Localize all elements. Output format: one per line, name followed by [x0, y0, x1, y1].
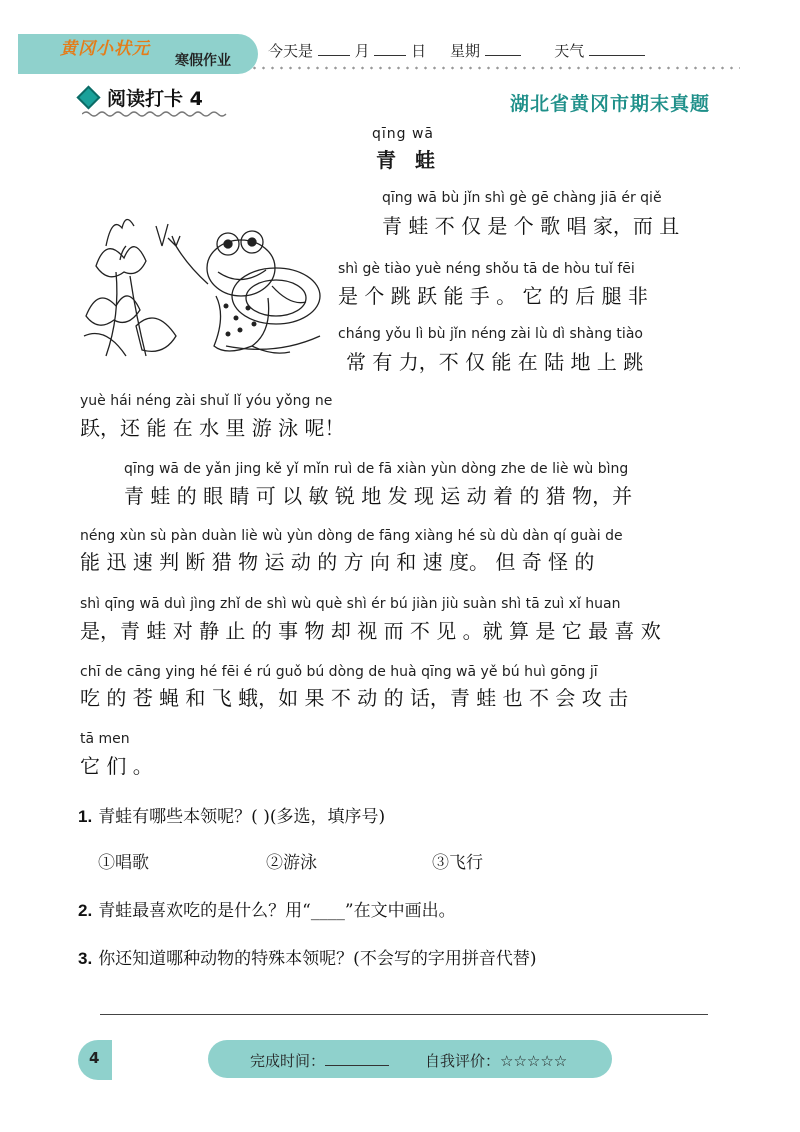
- text-line-2: 是 个 跳 跃 能 手 。 它 的 后 腿 非: [338, 284, 648, 308]
- weather-blank[interactable]: [589, 41, 645, 56]
- month-blank[interactable]: [318, 41, 350, 56]
- exam-source: 湖北省黄冈市期末真题: [510, 93, 711, 115]
- dotted-divider: [250, 66, 740, 70]
- option-3: ③飞行: [432, 853, 483, 873]
- pinyin-line-5: qīng wā de yǎn jing kě yǐ mǐn ruì de fā xiàn yùn dòng zhe de liè wù bìng: [124, 461, 629, 477]
- pinyin-line-1: qīng wā bù jǐn shì gè gē chàng jiā ér qiě: [382, 190, 662, 206]
- star-rating-icons[interactable]: ☆☆☆☆☆: [500, 1052, 568, 1070]
- text-line-7: 是，青 蛙 对 静 止 的 事 物 却 视 而 不 见 。就 算 是 它 最 喜 欢: [80, 619, 661, 643]
- brand-logo: 黄冈小状元: [60, 39, 150, 59]
- date-today-label: 今天是: [268, 42, 314, 60]
- date-month-label: 月: [354, 42, 370, 60]
- completion-time: [250, 1050, 389, 1071]
- story-title: 青 蛙: [376, 148, 441, 172]
- page-number: 4: [89, 1049, 100, 1067]
- text-line-6: 能 迅 速 判 断 猎 物 运 动 的 方 向 和 速 度。 但 奇 怪 的: [80, 550, 595, 574]
- text-line-4: 跃，还 能 在 水 里 游 泳 呢！: [80, 416, 345, 440]
- question-text: 青蛙有哪些本领呢？( )(多选，填序号): [98, 807, 386, 827]
- diamond-icon: [76, 85, 100, 109]
- pinyin-line-9: tā men: [80, 731, 130, 747]
- question-number: 2.: [78, 901, 93, 920]
- date-day-label: 日: [411, 42, 427, 60]
- text-line-8: 吃 的 苍 蝇 和 飞 蛾，如 果 不 动 的 话，青 蛙 也 不 会 攻 击: [80, 686, 629, 710]
- day-blank[interactable]: [374, 41, 406, 56]
- pinyin-line-2: shì gè tiào yuè néng shǒu tā de hòu tuǐ fēi: [338, 261, 635, 277]
- pinyin-line-6: néng xùn sù pàn duàn liè wù yùn dòng de fāng xiàng hé sù dù dàn qí guài de: [80, 528, 623, 544]
- answer-line[interactable]: [100, 1014, 708, 1015]
- pinyin-line-4: yuè hái néng zài shuǐ lǐ yóu yǒng ne: [80, 393, 333, 409]
- title-pinyin: qīng wā: [372, 126, 435, 142]
- completion-time-blank[interactable]: [325, 1051, 389, 1066]
- pinyin-line-3: cháng yǒu lì bù jǐn néng zài lù dì shàng tiào: [338, 326, 643, 342]
- weather-label: 天气: [554, 42, 585, 60]
- question-3: [78, 944, 536, 969]
- wave-underline: [82, 110, 232, 118]
- question-number: 3.: [78, 949, 93, 968]
- question-text: 青蛙最喜欢吃的是什么？用“____”在文中画出。: [98, 901, 456, 921]
- option-2: ②游泳: [266, 853, 317, 873]
- completion-time-label: 完成时间：: [250, 1052, 326, 1070]
- question-text: 你还知道哪种动物的特殊本领呢？(不会写的字用拼音代替): [98, 949, 537, 969]
- question-1: [78, 802, 385, 827]
- text-line-5: 青 蛙 的 眼 睛 可 以 敏 锐 地 发 现 运 动 着 的 猎 物，并: [124, 484, 633, 508]
- self-rating: [425, 1050, 567, 1071]
- text-line-3: 常 有 力，不 仅 能 在 陆 地 上 跳: [346, 350, 644, 374]
- text-line-1: 青 蛙 不 仅 是 个 歌 唱 家，而 且: [382, 214, 680, 238]
- date-weather-row: [268, 40, 645, 61]
- week-blank[interactable]: [485, 41, 521, 56]
- section-title: 阅读打卡 4: [107, 88, 203, 110]
- section-heading: [80, 84, 203, 111]
- pinyin-line-8: chī de cāng ying hé fēi é rú guǒ bú dòng de huà qīng wā yě bú huì gōng jī: [80, 664, 598, 680]
- self-rating-label: 自我评价：: [425, 1052, 501, 1070]
- brand-subtitle: 寒假作业: [175, 53, 231, 69]
- pinyin-line-7: shì qīng wā duì jìng zhǐ de shì wù què shì ér bú jiàn jiù suàn shì tā zuì xǐ huan: [80, 596, 621, 612]
- option-1: ①唱歌: [98, 853, 149, 873]
- question-2: [78, 896, 456, 921]
- frog-illustration: [76, 206, 326, 366]
- date-week-label: 星期: [450, 42, 481, 60]
- text-line-9: 它 们 。: [80, 754, 153, 778]
- question-number: 1.: [78, 807, 93, 826]
